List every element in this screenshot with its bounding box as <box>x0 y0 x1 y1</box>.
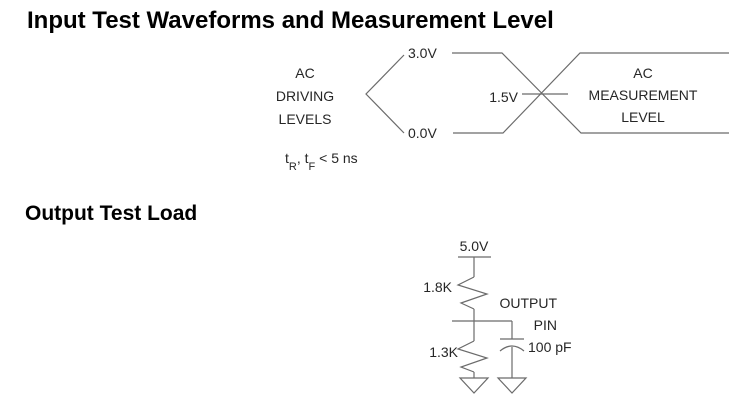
ac-driving-levels-label <box>245 62 365 131</box>
rise-fall-time-note <box>285 150 358 173</box>
section-title-input-test: Input Test Waveforms and Measurement Level <box>27 7 554 34</box>
input-chevron-icon <box>366 55 404 133</box>
ac-driving-levels-line1: AC <box>295 65 315 81</box>
high-level-label: 3.0V <box>408 45 437 61</box>
timing-t1: t <box>285 150 289 166</box>
ac-measurement-level-label <box>568 62 718 128</box>
ac-measurement-level-line3: LEVEL <box>621 109 665 125</box>
low-level-label: 0.0V <box>408 125 437 141</box>
ac-measurement-level-line2: MEASUREMENT <box>588 87 698 103</box>
output-pin-label <box>480 292 557 336</box>
ground-icon <box>498 378 526 393</box>
timing-t2: , t <box>296 150 309 166</box>
resistor-r2-icon <box>458 341 487 372</box>
resistor-r2-label: 1.3K <box>429 344 458 360</box>
output-pin-line1: OUTPUT <box>499 295 557 311</box>
threshold-level-label: 1.5V <box>489 89 518 105</box>
supply-voltage-label: 5.0V <box>459 238 489 254</box>
ac-driving-levels-line2: DRIVING <box>275 88 335 104</box>
ground-icon <box>460 378 488 393</box>
timing-condition: < 5 ns <box>315 150 358 166</box>
resistor-r1-label: 1.8K <box>423 279 452 295</box>
section-title-output-test: Output Test Load <box>25 202 198 225</box>
capacitor-value-label: 100 pF <box>528 339 572 355</box>
ac-measurement-level-line1: AC <box>633 65 653 81</box>
timing-sub-f: F <box>308 160 316 173</box>
timing-sub-r: R <box>288 160 297 173</box>
output-pin-line2: PIN <box>533 317 557 333</box>
ac-driving-levels-line3: LEVELS <box>278 111 332 127</box>
